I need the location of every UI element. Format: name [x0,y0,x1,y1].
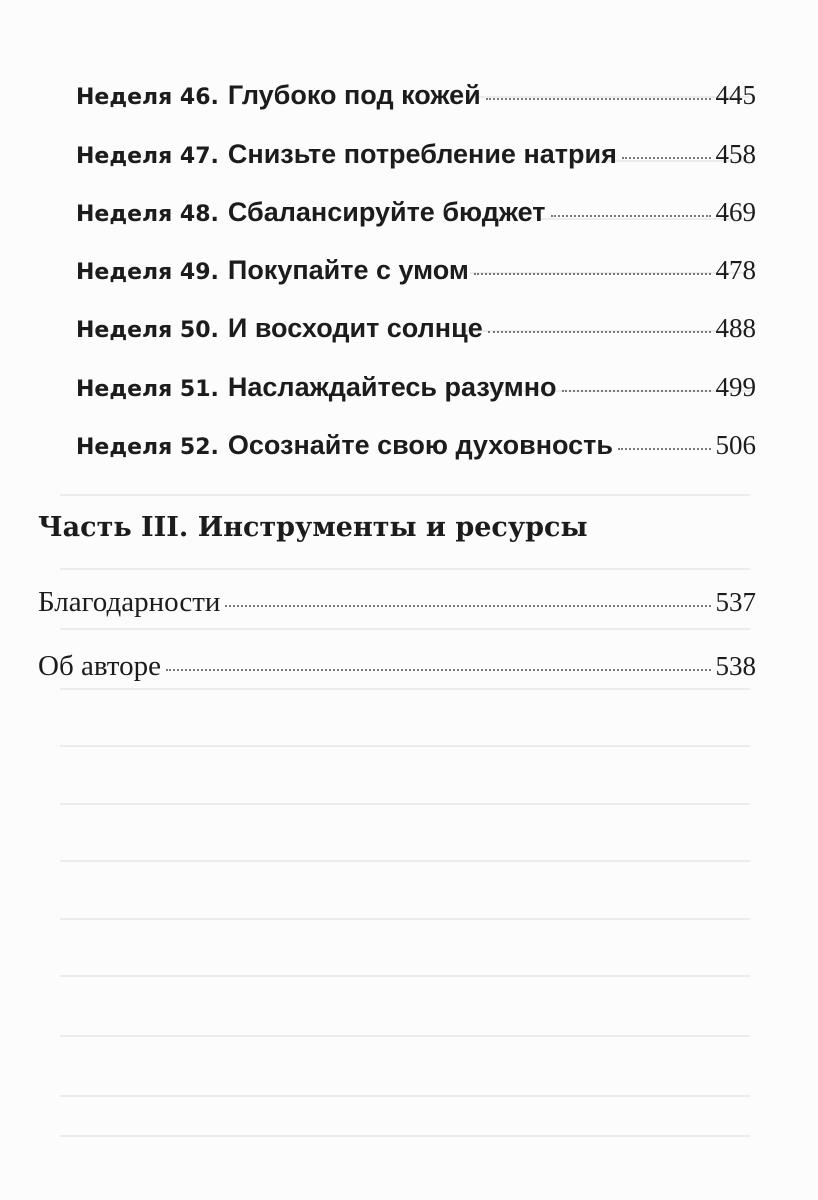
show-through-line [60,1095,750,1097]
entry-page-number: 499 [715,372,756,402]
entry-title: Снизьте потребление натрия [227,139,617,169]
toc-entry-week-49[interactable] [76,255,756,286]
entry-page-number: 469 [715,197,756,227]
show-through-line [60,688,750,690]
entry-page-number: 488 [715,313,756,343]
toc-entry-week-46[interactable] [76,80,756,111]
toc-entry-acknowledgements[interactable] [38,586,756,619]
show-through-line [60,568,750,570]
entry-number: Неделя 47. [76,144,219,169]
entry-page-number: 458 [715,139,756,169]
dot-leader [562,389,711,392]
dot-leader [551,214,711,217]
show-through-line [60,975,750,977]
entry-page-number: 506 [715,430,756,460]
show-through-line [60,1135,750,1137]
entry-title: Об авторе [38,650,161,682]
dot-leader [166,668,711,671]
entry-number: Неделя 46. [76,85,219,110]
show-through-line [60,860,750,862]
toc-entry-week-50[interactable] [76,313,756,344]
entry-number: Неделя 51. [76,377,219,402]
show-through-line [60,494,750,496]
entry-number: Неделя 48. [76,202,219,227]
entry-page-number: 445 [715,80,756,110]
dot-leader [225,604,710,607]
entry-number: Неделя 49. [76,260,219,285]
show-through-line [60,1035,750,1037]
show-through-line [60,918,750,920]
entry-number: Неделя 52. [76,435,219,460]
entry-title: И восходит солнце [227,313,483,343]
entry-title: Сбалансируйте бюджет [227,197,546,227]
toc-entry-week-48[interactable] [76,197,756,228]
entry-title: Глубоко под кожей [227,80,481,110]
entry-title: Покупайте с умом [227,255,469,285]
toc-entry-about-author[interactable] [38,650,756,683]
dot-leader [474,272,711,275]
show-through-line [60,628,750,630]
entry-page-number: 478 [715,255,756,285]
dot-leader [486,97,711,100]
entry-title: Осознайте свою духовность [227,430,613,460]
toc-entry-week-47[interactable] [76,139,756,170]
entry-number: Неделя 50. [76,318,219,343]
entry-title: Наслаждайтесь разумно [227,372,557,402]
toc-entry-week-52[interactable] [76,430,756,461]
show-through-line [60,745,750,747]
part-heading: Часть III. Инструменты и ресурсы [38,512,588,543]
show-through-line [60,803,750,805]
toc-entry-week-51[interactable] [76,372,756,403]
entry-page-number: 538 [715,651,756,681]
entry-page-number: 537 [715,587,756,617]
dot-leader [622,156,711,159]
entry-title: Благодарности [38,586,221,618]
dot-leader [488,330,711,333]
dot-leader [618,447,711,450]
